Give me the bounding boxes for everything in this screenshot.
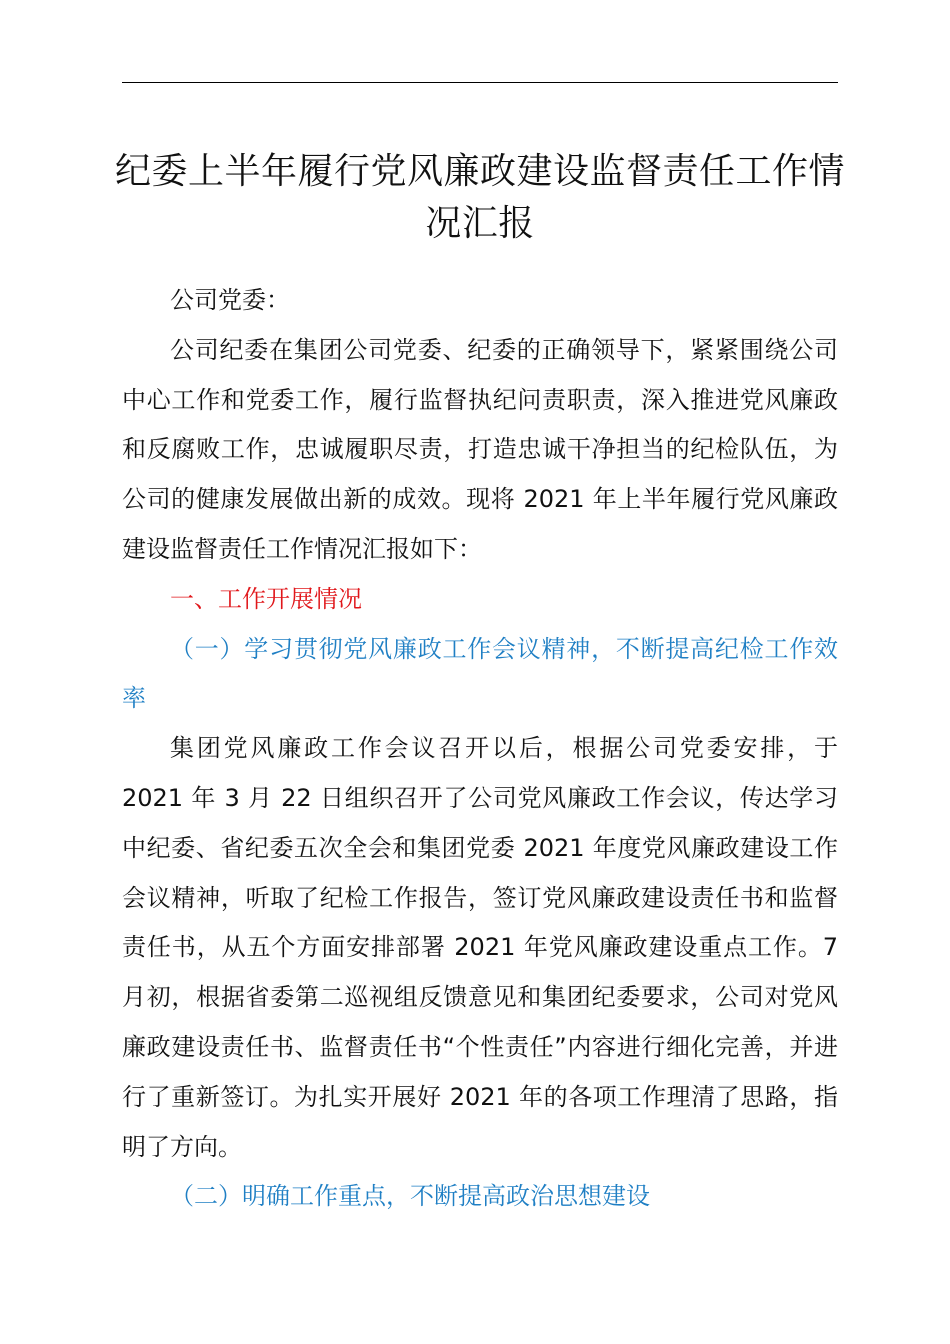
header-rule xyxy=(122,82,838,83)
document-title: 纪委上半年履行党风廉政建设监督责任工作情况汇报 xyxy=(114,151,845,244)
intro-paragraph: 公司纪委在集团公司党委、纪委的正确领导下，紧紧围绕公司中心工作和党委工作，履行监督执纪问责职责，深入推进党风廉政和反腐败工作，忠诚履职尽责，打造忠诚干净担当的纪检队伍，为公司的健康发展做出新的成效。现将 2021 年上半年履行党风廉政建设监督责任工作情况汇报如下： xyxy=(122,335,838,563)
document-body xyxy=(122,276,838,1222)
subsection-heading-1: （一）学习贯彻党风廉政工作会议精神，不断提高纪检工作效率 xyxy=(122,634,838,713)
body-paragraph: 集团党风廉政工作会议召开以后，根据公司党委安排，于 2021 年 3 月 22 日组织召开了公司党风廉政工作会议，传达学习中纪委、省纪委五次全会和集团党委 2021 年度党风廉政建设工作会议精神，听取了纪检工作报告，签订党风廉政建设责任书和监督责任书，从五个方面安排部署 2021 年党风廉政建设重点工作。7 月初，根据省委第二巡视组反馈意见和集团纪委要求，公司对党风廉政建设责任书、监督责任书“个性责任”内容进行细化完善，并进行了重新签订。为扎实开展好 2021 年的各项工作理清了思路，指明了方向。 xyxy=(122,734,838,1161)
section-heading-1: 一、工作开展情况 xyxy=(170,584,362,613)
subsection-heading-2: （二）明确工作重点，不断提高政治思想建设 xyxy=(170,1182,650,1211)
salutation: 公司党委： xyxy=(170,286,290,314)
